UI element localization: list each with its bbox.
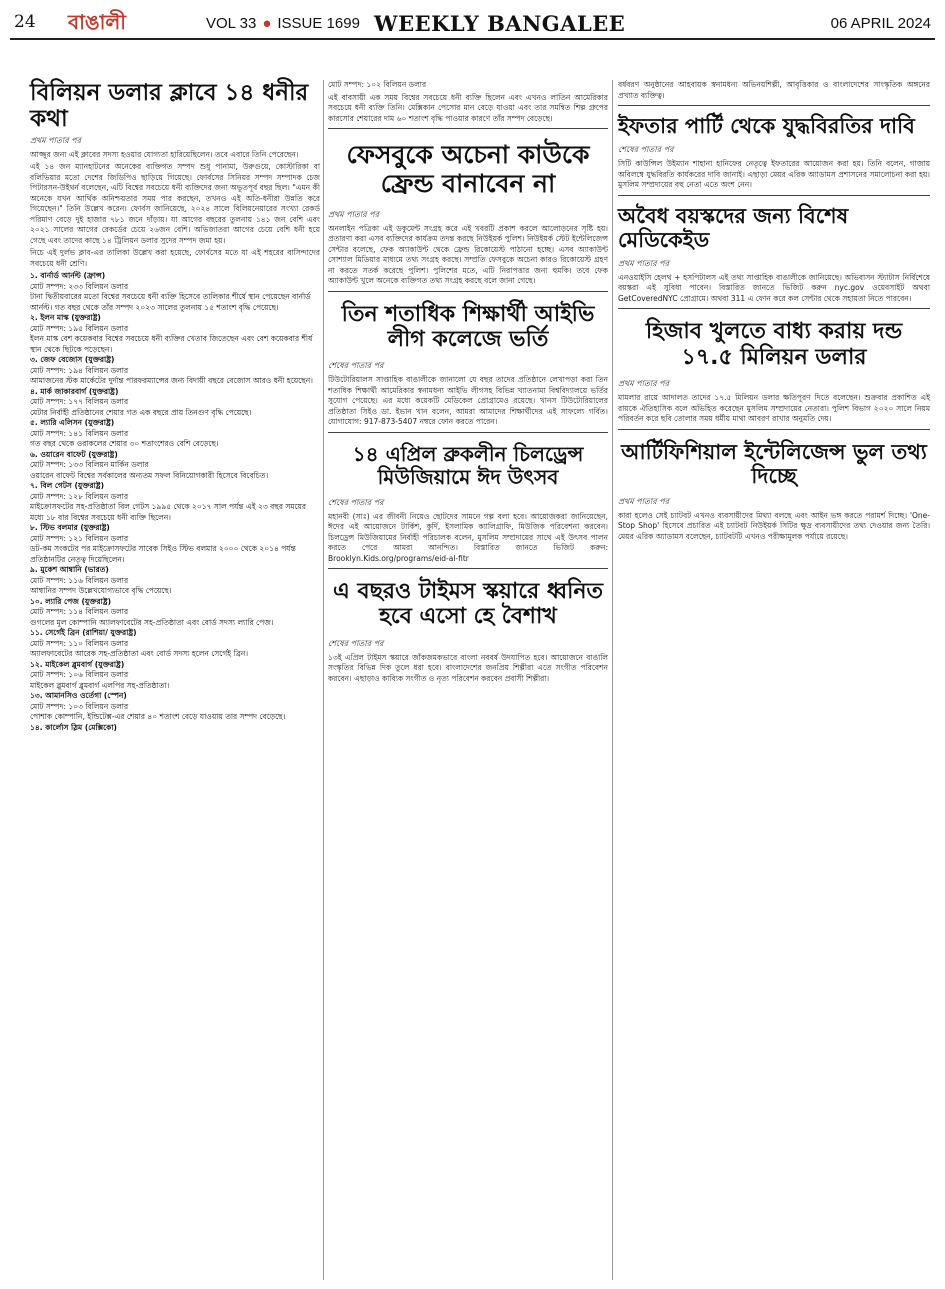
article-body: সিটি কাউন্সিল উইম্যান শাহানা হানিফের নেতৃত্বে ইফতারের আয়োজন করা হয়। তিনি বলেন, গাজায় অবিলম্বে যুদ্ধবিরতি কার্যকরের দাবি জানাই। এছাড়া মেয়র এরিক অ্যাডামস প্রশাসনের সমালোচনা করা হয়। মুসলিম সম্প্রদায়ের বহু নেতা এতে অংশ নেন। [618,159,930,190]
billionaire-name: ৯. মুকেশ আম্বানি (ভারত) [30,565,109,575]
list-item [30,450,320,482]
billionaire-desc: মাইকেল ব্লুমবার্গ ব্লুমবার্গ এলপির সহ-প্রতিষ্ঠাতা। [30,680,170,690]
article-kicker: প্রথম পাতার পর [618,258,669,268]
article-headline: এ বছরও টাইমস স্কয়ারে ধ্বনিত হবে এসো হে বৈশাখ [332,579,604,630]
list-item [30,565,320,597]
list-item [30,523,320,565]
net-worth: মোট সম্পদ: ১৪১ বিলিয়ন ডলার [30,428,129,438]
article-body [30,150,320,270]
billionaire-desc: ওয়ারেন বাফেট বিশ্বের সর্বকালের অন্যতম সফল বিনিয়োগকারী হিসেবে বিবেচিত। [30,470,269,480]
list-item [30,387,320,419]
article-headline: বিলিয়ন ডলার ক্লাবে ১৪ ধনীর কথা [30,80,309,133]
article-headline: তিন শতাধিক শিক্ষার্থী আইভি লীগ কলেজে ভর্তি [341,301,595,352]
net-worth: মোট সম্পদ: ১২৮ বিলিয়ন ডলার [30,491,129,501]
divider [618,195,930,196]
net-worth: মোট সম্পদ: ১৩৩ বিলিয়ন মার্কিন ডলার [30,460,149,470]
billionaire-desc: আমাজনের স্টক মার্কেটের দুর্দান্ত পারফরম্যান্সের জন্য বিদায়ী বছরে বেজোস আরও ধনী হয়েছেন। [30,376,313,386]
billionaire-desc: মাইক্রোসফটের সহ-প্রতিষ্ঠাতা বিল গেটস ১৯৯৫ থেকে ২০১৭ সাল পর্যন্ত এই ২৩ বছর সময়ের মধ্যে ১৮ বার বিশ্বের সবচেয়ে ধনী ব্যক্তি ছিলেন। [30,502,307,522]
list-item [30,418,320,450]
article-kicker: প্রথম পাতার পর [328,209,379,219]
volume: VOL 33 [206,15,257,32]
net-worth: মোট সম্পদ: ১১০ বিলিয়ন ডলার [30,638,129,648]
article-body: কারা হলেও সেই চ্যাটবট এখনও ব্যবসায়ীদের মিথ্যা বলছে এবং আইন ভঙ্গ করতে পরামর্শ দিচ্ছে। 'One-Stop Shop' হিসেবে প্রচারিত এই চ্যাটবট নিউইয়র্ক সিটির ক্ষুদ্র ব্যবসায়ীদের তথ্য দেওয়ার জন্য তৈরি। মেয়র এরিক অ্যাডামস বলেছেন, চ্যাটবটটি এখনও পরীক্ষামূলক পর্যায়ে রয়েছে। [618,510,930,541]
net-worth: মোট সম্পদ: ১০৬ বিলিয়ন ডলার [30,670,129,680]
billionaire-name: ৩. জেফ বেজোস (যুক্তরাষ্ট্র) [30,355,115,365]
divider [328,128,608,129]
article-kicker: শেষের পাতার পর [618,145,674,155]
article-body: এনওয়াইসি হেলথ + হসপিটালস এই তথ্য সাপ্তাহিক বাঙালীকে জানিয়েছে। অভিবাসন স্ট্যাটাস নির্বিশেষে বয়স্করা এই সুবিধা পাবেন। বিস্তারিত জানতে ভিজিট করুন nyc.gov ওয়েবসাইট অথবা GetCoveredNYC প্রোগ্রামে। অথবা 311 এ ফোন করে কল সেন্টার থেকে সহায়তা নিতে পারবেন। [618,272,930,303]
net-worth: মোট সম্পদ: ১১৪ বিলিয়ন ডলার [30,607,129,617]
billionaire-desc: ইলন মাস্ক বেশ কয়েকবার বিশ্বের সবচেয়ে ধনী ব্যক্তির খেতাব জিতেছেন এবং বেশ কয়েকবার শীর্ষ স্থান থেকে ছিটকে পড়েছেন। [30,334,313,354]
billionaire-name: ১৪. কার্লোস স্লিম (মেক্সিকো) [30,722,117,732]
net-worth: মোট সম্পদ: ১৯৫ বিলিয়ন ডলার [30,323,129,333]
article-body: অনলাইন পত্রিকা এই ডকুমেন্ট সংগ্রহ করে এই খবরটি প্রকাশ করলে আলোড়নের সৃষ্টি হয়। প্রতারণা করা এসব ব্যক্তিদের কার্যক্রম তদন্ত করছে নিউইয়র্ক পুলিশ। নিউইয়র্ক স্টেট ইন্টেলিজেন্স সেন্টার বলেছে, ফেক অ্যাকাউন্ট থেকে ফ্রেন্ড রিকোয়েস্ট পাঠানো হচ্ছে। এসব অ্যাকাউন্ট সোশ্যাল মিডিয়ার মাধ্যমে তথ্য সংগ্রহ করছে। সম্প্রতি ফেসবুকে অচেনা কারও রিকোয়েস্ট গ্রহণ না করতে সতর্ক করেছে পুলিশ। পুলিশের মতে, এটি নিরাপত্তার জন্য হুমকি। তবে ফেক অ্যাকাউন্ট খুলে অনেকে ব্যক্তিগত তথ্য সংগ্রহ করছে বলে জানা গেছে। [328,223,608,285]
article-kicker: প্রথম পাতার পর [30,135,81,145]
divider [618,308,930,309]
billionaire-name: ১৩. আমানসিও ওর্তেগা (স্পেন) [30,691,127,701]
billionaire-list [30,271,320,733]
article-headline: অবৈধ বয়স্কদের জন্য বিশেষ মেডিকেইড [618,203,849,252]
article-body: মামলার রায়ে আদালত তাদের ১৭.৫ মিলিয়ন ডলার ক্ষতিপূরণ দিতে বলেছেন। শুক্রবার প্রকাশিত এই রায়কে ঐতিহাসিক বলে অভিহিত করেছেন মুসলিম সম্প্রদায়ের নেতারা। পুলিশ বিভাগ ২০২০ সালে নিয়ম পরিবর্তন করে ছবি তোলার সময় ধর্মীয় মাথা আবরণ রাখার অনুমতি দেয়। [618,393,930,424]
list-item [30,271,320,313]
article-body: টিউটোরিয়ালস সাপ্তাহিক বাঙালীকে জানালো যে বছর তাদের প্রতিষ্ঠানে লেখাপড়া করা তিন শতাধিক শিক্ষার্থী আমেরিকার স্বনামধন্য আইভি লীগসহ বিভিন্ন খ্যাতনামা বিশ্ববিদ্যালয়ে ভর্তির সুযোগ পেয়েছে। এর মধ্যে কয়েকটি মেডিকেল প্রোগ্রামেও রয়েছে। খানস টিউটোরিয়ালের প্রতিষ্ঠাতা সিইও ডা. ইভান খান বলেন, আমরা আমাদের শিক্ষার্থীদের এই সাফল্যে গর্বিত। যোগাযোগ: 917-873-5407 নম্বরে ফোন করতে পারেন। [328,375,608,427]
article-headline: ১৪ এপ্রিল ব্রুকলীন চিলড্রেন্স মিউজিয়ামে ঈদ উৎসব [352,441,584,489]
divider [618,429,930,430]
paragraph: আজ্জুর জন্য এই ক্লাবের সদস্য হওয়ার যোগ্যতা হারিয়েছিলেন। তবে এবারে তিনি পেরেছেন। [30,149,299,159]
list-item [30,723,320,734]
net-worth: মোট সম্পদ: ১৯৪ বিলিয়ন ডলার [30,365,129,375]
billionaire-name: ১১. সের্গেই ব্রিন (রাশিয়া/ যুক্তরাষ্ট্র) [30,628,137,638]
column-divider [612,80,613,1280]
list-item [30,691,320,723]
billionaire-name: ২. ইলন মাস্ক (যুক্তরাষ্ট্র) [30,313,101,323]
list-item [30,660,320,692]
divider [618,105,930,106]
billionaire-desc: ডট-কম সংকটের পর মাইক্রোসফটের সাবেক সিইও স্টিভ বলমার ২০০০ থেকে ২০১৪ পর্যন্ত প্রতিষ্ঠানটির নেতৃত্ব দিয়েছিলেন। [30,544,296,564]
masthead [10,6,935,40]
net-worth: মোট সম্পদ: ১০৩ বিলিয়ন ডলার [30,701,129,711]
column-1 [30,80,320,733]
billionaire-desc: অ্যালফাবেটের আরেক সহ-প্রতিষ্ঠাতা এবং বোর্ড সদস্য হলেন সের্গেই ব্রিন। [30,649,249,659]
divider [328,432,608,433]
column-3 [618,80,930,542]
net-worth: মোট সম্পদ: ১১৬ বিলিয়ন ডলার [30,575,129,585]
article-kicker: শেষের পাতার পর [328,638,384,648]
volume-issue [206,15,360,32]
net-worth: মোট সম্পদ: ১৭৭ বিলিয়ন ডলার [30,397,129,407]
issue: ISSUE 1699 [277,15,360,32]
article-kicker: প্রথম পাতার পর [618,379,669,389]
billionaire-name: ৭. বিল গেটস (যুক্তরাষ্ট্র) [30,481,105,491]
article-continuation [328,80,608,124]
article-headline: ফেসবুকে অচেনা কাউকে ফ্রেন্ড বানাবেন না [346,140,590,198]
article-continuation: বর্ষবরণ অনুষ্ঠানের আহবায়ক স্বনামধন্য অভিনয়শিল্পী, আবৃত্তিকার ও বাংলাদেশের সাংস্কৃতিক অঙ্গনের প্রখ্যাত ব্যক্তিত্ব। [618,80,930,100]
list-item [30,628,320,660]
column-divider [323,80,324,1280]
list-item [30,481,320,523]
billionaire-desc: পোশাক কোম্পানি, ইন্ডিটেক্স-এর শেয়ার ৪০ শতাংশ বেড়ে যাওয়ায় তার সম্পদ বেড়েছে। [30,712,286,722]
billionaire-name: ৪. মার্ক জাকারবার্গ (যুক্তরাষ্ট্র) [30,386,119,396]
billionaire-desc: গত বছর থেকে ওরাকলের শেয়ার ৩০ শতাংশেরও বেশি বেড়েছে। [30,439,219,449]
article-body: মহানবী (সাঃ) এর জীবনী নিয়েও ছোটদের সামনে গল্প বলা হবে। আয়োজকরা জানিয়েছেন, ঈদের এই আয়োজনে টার্কিশ, কুর্দি, ইসলামিক ক্যালিগ্রাফি, মিউজিক পরিবেশনা করবেন। চিলড্রেন্স মিউজিয়ামের নির্বাহী পরিচালক বলেন, মুসলিম সম্প্রদায়ের সাথে এই উৎসব পালন করতে পেরে আমরা আনন্দিত। বিস্তারিত জানতে ভিজিট করুন: Brooklyn.Kids.org/programs/eid-al-fitr [328,511,608,563]
paragraph: এই বাবসায়ী এক সময় বিশ্বের সবচেয়ে ধনী ব্যক্তি ছিলেন এবং এখনও লাতিন আমেরিকার সবচেয়ে ধনী ব্যক্তি তিনি। মেক্সিকান পেসোর মান বেড়ে যাওয়া এবং তার সমন্বিত শিল্প গ্রুপের কারসোর শেয়ারের দাম ৬০ শতাংশ বৃদ্ধি পাওয়ার কারণে তাঁর সম্পদ বেড়েছে। [328,92,608,123]
billionaire-desc: গুগলের মূল কোম্পানি অ্যালফাবেটের সহ-প্রতিষ্ঠাতা এবং বোর্ড সদস্য ল্যারি পেজ। [30,617,274,627]
divider [328,291,608,292]
article-headline: ইফতার পার্টি থেকে যুদ্ধবিরতির দাবি [618,114,915,138]
list-item [30,597,320,629]
article-kicker: প্রথম পাতার পর [618,496,669,506]
billionaire-name: ১০. ল্যারি পেজ (যুক্তরাষ্ট্র) [30,596,112,606]
billionaire-desc: টানা দ্বিতীয়বারের মতো বিশ্বের সবচেয়ে ধনী ব্যক্তি হিসেবে তালিকার শীর্ষে স্থান পেয়েছেন বার্নার্ড আর্নল্ট। গত বছর থেকে তাঁর সম্পদ ২০২৩ সালের তুলনায় ১৫ শতাংশ বৃদ্ধি পেয়েছে। [30,292,311,312]
billionaire-name: ৮. স্টিভ বলমার (যুক্তরাষ্ট্র) [30,523,110,533]
list-item [30,313,320,355]
net-worth: মোট সম্পদ: ২৩৩ বিলিয়ন ডলার [30,281,129,291]
bullet-icon: ● [262,15,272,32]
paragraph: নিচে এই দুর্লভ ক্লাব-এর তালিকা উল্লেখ করা হয়েছে, ফোর্বসের মতে যা এই শহরের বাসিন্দাদের সবচেয়ে ধনী শ্রেণি। [30,248,320,268]
worth-line: মোট সম্পদ: ১০২ বিলিয়ন ডলার [328,80,427,89]
paper-name: WEEKLY BANGALEE [374,11,626,36]
billionaire-name: ১. বার্নার্ড আর্নল্ট (ফ্রান্স) [30,271,106,281]
issue-date: 06 APRIL 2024 [830,15,931,32]
billionaire-desc: আম্বানির সম্পদ উল্লেখযোগ্যভাবে বৃদ্ধি পেয়েছে। [30,586,172,596]
article-kicker: শেষের পাতার পর [328,497,384,507]
article-kicker: শেষের পাতার পর [328,361,384,371]
list-item [30,355,320,387]
billionaire-name: ১২. মাইকেল ব্লুমবার্গ (যুক্তরাষ্ট্র) [30,659,125,669]
paper-logo: বাঙালী [68,10,127,34]
column-2 [328,80,608,684]
billionaire-name: ৬. ওয়ারেন বাফেট (যুক্তরাষ্ট্র) [30,449,118,459]
net-worth: মোট সম্পদ: ১২১ বিলিয়ন ডলার [30,533,129,543]
divider [328,568,608,569]
billionaire-desc: মেটার নির্বাহী প্রতিষ্ঠানের শেয়ার গত এক বছরে প্রায় তিনগুণ বৃদ্ধি পেয়েছে। [30,407,252,417]
article-headline: আর্টিফিশিয়াল ইন্টেলিজেন্স ভুল তথ্য দিচ্ছে [621,439,927,488]
paragraph: এই ১৪ জন ম্যানহাটনের অনেকের ব্যক্তিগত সম্পদ শুধু পানামা, উরুগুয়ে, কোস্টারিকা বা বলিভিয়ার মতো দেশের জিডিপিও ছাড়িয়ে গিয়েছে। ফোর্বসের সিনিয়র সম্পদ সম্পাদক চেজ পিটারসন-উইথর্ন বলেছেন, এটি বিশ্বের সবচেয়ে ধনী ব্যক্তিদের জন্য অভূতপূর্ব বছর ছিল। "এমন কী অনেকে যখন আর্থিক অনিশ্চয়তার সময় পার করছেন, তখনও এই অতি-ধনীরা উন্নতি করে গিয়েছেন।" তিনি উল্লেখ করেন। ফোর্বস জানিয়েছে, ২০২৪ সালে বিলিয়নেয়ারের সংখ্যা রেকর্ড পরিমাণ বেড়ে দুই হাজার ৭৮১ জনে দাঁড়ায়। যা আগের বছরের তুলনায় ১৪১ জন বেশি এবং ২০২১ সালের আগের রেকর্ডের চেয়ে ২৬জন বেশি। অভিজাতরা আগের চেয়ে বেশি ধনী হয়ে গেছে এবং তাদের কাছে ১৪ ট্রিলিয়ন ডলার সুদের সম্পদ জমা হয়। [30,162,320,245]
page-number: 24 [14,12,36,32]
billionaire-name: ৫. ল্যারি এলিসন (যুক্তরাষ্ট্র) [30,418,115,428]
article-headline: হিজাব খুলতে বাধ্য করায় দন্ড ১৭.৫ মিলিয়ন ডলার [645,319,903,370]
article-body: ১৩ই এপ্রিল টাইমস স্কয়ারে জাঁকজমকভাবে বাংলা নববর্ষ উদযাপিত হবে। আয়োজনে বাঙালি সংস্কৃতির বিভিন্ন দিক তুলে ধরা হবে। বাংলাদেশের জনপ্রিয় শিল্পীরা এতে সংগীত পরিবেশন করবেন। এছাড়াও কাব্যিক সংগীত ও নৃত্য পরিবেশন করবেন প্রবাসী শিল্পীরা। [328,652,608,683]
